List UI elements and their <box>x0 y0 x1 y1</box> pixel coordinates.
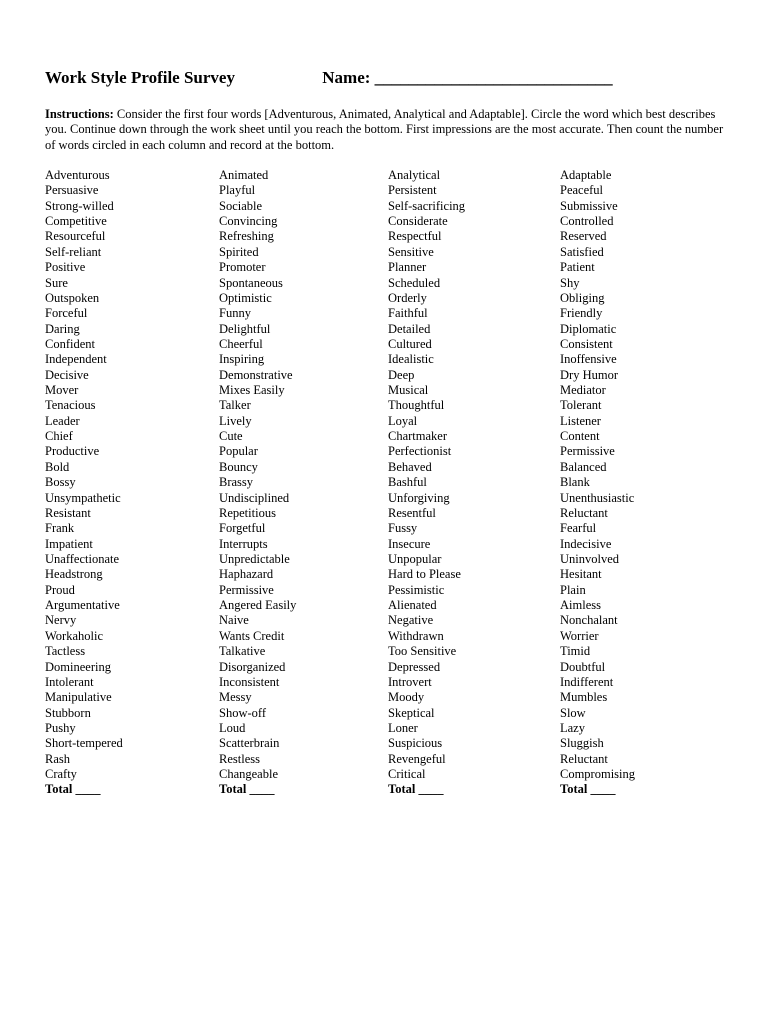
word-item[interactable]: Lazy <box>560 720 585 735</box>
word-item[interactable]: Show-off <box>219 705 266 720</box>
word-item[interactable]: Inoffensive <box>560 352 617 367</box>
word-item[interactable]: Funny <box>219 306 251 321</box>
word-item[interactable]: Strong-willed <box>45 198 114 213</box>
word-item[interactable]: Timid <box>560 644 591 659</box>
word-item[interactable]: Bouncy <box>219 459 258 474</box>
word-item[interactable]: Convincing <box>219 214 278 229</box>
word-item[interactable]: Sure <box>45 275 68 290</box>
word-item[interactable]: Crafty <box>45 767 77 782</box>
word-item[interactable]: Balanced <box>560 459 607 474</box>
word-item[interactable]: Unaffectionate <box>45 551 120 566</box>
word-item[interactable]: Doubtful <box>560 659 606 674</box>
word-item[interactable]: Wants Credit <box>219 628 285 643</box>
word-item[interactable]: Peaceful <box>560 183 604 198</box>
word-item[interactable]: Messy <box>219 690 252 705</box>
word-item[interactable]: Productive <box>45 444 100 459</box>
column-total: Total ____ <box>45 782 101 797</box>
word-item[interactable]: Considerate <box>388 214 448 229</box>
word-item[interactable]: Plain <box>560 582 586 597</box>
word-item[interactable]: Brassy <box>219 475 254 490</box>
word-item[interactable]: Intolerant <box>45 674 94 689</box>
word-item[interactable]: Impatient <box>45 536 93 551</box>
word-item[interactable]: Content <box>560 429 600 444</box>
column-total: Total ____ <box>560 782 616 797</box>
word-item[interactable]: Scatterbrain <box>219 736 280 751</box>
word-item[interactable]: Negative <box>388 613 434 628</box>
word-item[interactable]: Self-reliant <box>45 244 102 259</box>
word-item[interactable]: Tolerant <box>560 398 602 413</box>
word-item[interactable]: Depressed <box>388 659 441 674</box>
word-item[interactable]: Analytical <box>388 168 441 182</box>
word-item[interactable]: Orderly <box>388 290 427 305</box>
word-item[interactable]: Tenacious <box>45 398 96 413</box>
instructions-lead: Instructions: <box>45 107 114 121</box>
word-item[interactable]: Bossy <box>45 475 76 490</box>
word-item[interactable]: Consistent <box>560 336 613 351</box>
word-item[interactable]: Friendly <box>560 306 603 321</box>
word-item[interactable]: Daring <box>45 321 80 336</box>
word-item[interactable]: Pessimistic <box>388 582 445 597</box>
word-item[interactable]: Independent <box>45 352 107 367</box>
word-item[interactable]: Idealistic <box>388 352 434 367</box>
word-item[interactable]: Unsympathetic <box>45 490 121 505</box>
word-item[interactable]: Mediator <box>560 383 606 398</box>
word-list <box>45 168 215 782</box>
word-item[interactable]: Domineering <box>45 659 111 674</box>
word-item[interactable]: Blank <box>560 475 590 490</box>
word-item[interactable]: Refreshing <box>219 229 274 244</box>
word-item[interactable]: Rash <box>45 751 70 766</box>
word-item[interactable]: Decisive <box>45 367 89 382</box>
word-item[interactable]: Sensitive <box>388 244 434 259</box>
word-item[interactable]: Forgetful <box>219 521 266 536</box>
word-item[interactable]: Pushy <box>45 720 76 735</box>
word-item[interactable]: Satisfied <box>560 244 604 259</box>
word-item[interactable]: Mixes Easily <box>219 383 285 398</box>
word-item[interactable]: Talker <box>219 398 251 413</box>
word-item[interactable]: Introvert <box>388 674 432 689</box>
word-column-2 <box>219 168 389 798</box>
word-item[interactable]: Promoter <box>219 260 266 275</box>
word-item[interactable]: Confident <box>45 336 95 351</box>
word-item[interactable]: Tactless <box>45 644 86 659</box>
word-item[interactable]: Patient <box>560 260 595 275</box>
word-item[interactable]: Too Sensitive <box>388 644 457 659</box>
word-item[interactable]: Reluctant <box>560 751 608 766</box>
column-total: Total ____ <box>219 782 275 797</box>
word-item[interactable]: Mover <box>45 383 79 398</box>
word-item[interactable]: Submissive <box>560 198 618 213</box>
word-item[interactable]: Changeable <box>219 767 279 782</box>
word-item[interactable]: Loud <box>219 720 246 735</box>
word-item[interactable]: Indifferent <box>560 674 614 689</box>
word-columns <box>45 168 745 808</box>
word-item[interactable]: Talkative <box>219 644 266 659</box>
word-item[interactable]: Fearful <box>560 521 597 536</box>
instructions <box>45 107 735 153</box>
word-item[interactable]: Permissive <box>219 582 274 597</box>
word-item[interactable]: Manipulative <box>45 690 112 705</box>
header <box>45 68 613 88</box>
word-item[interactable]: Competitive <box>45 214 107 229</box>
word-item[interactable]: Restless <box>219 751 260 766</box>
word-item[interactable]: Diplomatic <box>560 321 617 336</box>
word-item[interactable]: Cultured <box>388 336 432 351</box>
word-item[interactable]: Inconsistent <box>219 674 280 689</box>
word-item[interactable]: Adventurous <box>45 168 110 182</box>
word-item[interactable]: Permissive <box>560 444 615 459</box>
word-item[interactable]: Nonchalant <box>560 613 618 628</box>
word-item[interactable]: Detailed <box>388 321 431 336</box>
word-item[interactable]: Hard to Please <box>388 567 461 582</box>
word-item[interactable]: Chartmaker <box>388 429 448 444</box>
word-item[interactable]: Hesitant <box>560 567 602 582</box>
word-item[interactable]: Unpopular <box>388 551 442 566</box>
word-item[interactable]: Controlled <box>560 214 614 229</box>
word-item[interactable]: Dry Humor <box>560 367 618 382</box>
word-item[interactable]: Cheerful <box>219 336 263 351</box>
word-item[interactable]: Optimistic <box>219 290 272 305</box>
word-item[interactable]: Headstrong <box>45 567 103 582</box>
word-item[interactable]: Planner <box>388 260 427 275</box>
word-item[interactable]: Respectful <box>388 229 442 244</box>
word-column-4 <box>560 168 730 798</box>
word-item[interactable]: Adaptable <box>560 168 612 182</box>
word-item[interactable]: Withdrawn <box>388 628 444 643</box>
word-item[interactable]: Workaholic <box>45 628 104 643</box>
word-item[interactable]: Naive <box>219 613 249 628</box>
word-item[interactable]: Unpredictable <box>219 551 290 566</box>
word-list <box>219 168 389 782</box>
word-item[interactable]: Demonstrative <box>219 367 293 382</box>
word-item[interactable]: Cute <box>219 429 243 444</box>
word-item[interactable]: Resistant <box>45 505 91 520</box>
word-item[interactable]: Undisciplined <box>219 490 290 505</box>
word-item[interactable]: Playful <box>219 183 256 198</box>
word-item[interactable]: Aimless <box>560 598 601 613</box>
word-item[interactable]: Proud <box>45 582 75 597</box>
word-item[interactable]: Loyal <box>388 413 418 428</box>
word-item[interactable]: Argumentative <box>45 598 120 613</box>
word-item[interactable]: Listener <box>560 413 601 428</box>
word-column-1 <box>45 168 215 798</box>
column-total: Total ____ <box>388 782 444 797</box>
word-item[interactable]: Revengeful <box>388 751 446 766</box>
word-item[interactable]: Self-sacrificing <box>388 198 466 213</box>
word-item[interactable]: Resentful <box>388 505 436 520</box>
word-item[interactable]: Skeptical <box>388 705 435 720</box>
word-item[interactable]: Insecure <box>388 536 431 551</box>
word-item[interactable]: Deep <box>388 367 415 382</box>
word-item[interactable]: Persistent <box>388 183 437 198</box>
word-item[interactable]: Haphazard <box>219 567 274 582</box>
word-item[interactable]: Critical <box>388 767 426 782</box>
word-item[interactable]: Worrier <box>560 628 599 643</box>
word-item[interactable]: Compromising <box>560 767 636 782</box>
word-item[interactable]: Mumbles <box>560 690 608 705</box>
word-item[interactable]: Spontaneous <box>219 275 283 290</box>
word-item[interactable]: Indecisive <box>560 536 612 551</box>
word-item[interactable]: Short-tempered <box>45 736 123 751</box>
word-item[interactable]: Loner <box>388 720 418 735</box>
word-item[interactable]: Bashful <box>388 475 427 490</box>
word-item[interactable]: Stubborn <box>45 705 91 720</box>
word-item[interactable]: Moody <box>388 690 425 705</box>
word-item[interactable]: Reluctant <box>560 505 608 520</box>
word-item[interactable]: Sociable <box>219 198 263 213</box>
word-column-3 <box>388 168 558 798</box>
word-item[interactable]: Inspiring <box>219 352 265 367</box>
word-item[interactable]: Bold <box>45 459 70 474</box>
word-item[interactable]: Thoughtful <box>388 398 445 413</box>
word-item[interactable]: Repetitious <box>219 505 276 520</box>
word-item[interactable]: Alienated <box>388 598 437 613</box>
word-list <box>388 168 558 782</box>
word-item[interactable]: Positive <box>45 260 86 275</box>
word-item[interactable]: Unforgiving <box>388 490 450 505</box>
word-item[interactable]: Musical <box>388 383 429 398</box>
word-item[interactable]: Lively <box>219 413 252 428</box>
word-item[interactable]: Shy <box>560 275 580 290</box>
word-item[interactable]: Persuasive <box>45 183 99 198</box>
word-item[interactable]: Angered Easily <box>219 598 297 613</box>
word-item[interactable]: Sluggish <box>560 736 604 751</box>
word-item[interactable]: Delightful <box>219 321 271 336</box>
word-item[interactable]: Reserved <box>560 229 607 244</box>
word-item[interactable]: Slow <box>560 705 586 720</box>
word-item[interactable]: Frank <box>45 521 75 536</box>
word-item[interactable]: Disorganized <box>219 659 286 674</box>
word-item[interactable]: Unenthusiastic <box>560 490 635 505</box>
word-item[interactable]: Outspoken <box>45 290 100 305</box>
word-item[interactable]: Resourceful <box>45 229 106 244</box>
word-item[interactable]: Leader <box>45 413 80 428</box>
word-item[interactable]: Popular <box>219 444 258 459</box>
word-list <box>560 168 730 782</box>
page-title: Work Style Profile Survey <box>45 68 235 87</box>
word-item[interactable]: Behaved <box>388 459 432 474</box>
word-item[interactable]: Interrupts <box>219 536 268 551</box>
word-item[interactable]: Faithful <box>388 306 428 321</box>
word-item[interactable]: Suspicious <box>388 736 443 751</box>
word-item[interactable]: Nervy <box>45 613 77 628</box>
word-item[interactable]: Spirited <box>219 244 259 259</box>
word-item[interactable]: Perfectionist <box>388 444 452 459</box>
word-item[interactable]: Scheduled <box>388 275 441 290</box>
word-item[interactable]: Animated <box>219 168 269 182</box>
word-item[interactable]: Uninvolved <box>560 551 620 566</box>
word-item[interactable]: Obliging <box>560 290 605 305</box>
word-item[interactable]: Forceful <box>45 306 88 321</box>
word-item[interactable]: Fussy <box>388 521 418 536</box>
instructions-text: Consider the first four words [Adventurous, Animated, Analytical and Adaptable]. Circle the word which best describes you. Continue down through the work sheet until you reach the bottom. First impressions are the most accurate. Then count the number of words circled in each column and record at the bottom. <box>45 107 724 152</box>
name-field-label: Name: ____________________________ <box>322 68 613 87</box>
word-item[interactable]: Chief <box>45 429 73 444</box>
